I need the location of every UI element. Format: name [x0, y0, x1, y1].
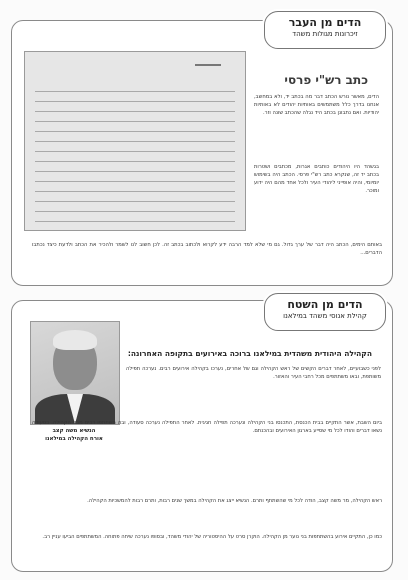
article-title: כתב רש"י פרסי — [284, 73, 368, 87]
badge-title: הדים מן השטח — [287, 298, 363, 311]
article-heading: הקהילה היהודית משהדית במילאנו ברוכה באירועים בתקופה האחרונה: — [127, 349, 372, 358]
badge-subtitle: זיכרונות מגולות משהד — [292, 30, 358, 38]
badge-subtitle: קהילת אנוסי משהד במילאנו — [283, 312, 367, 320]
photo-caption-line: אורח הקהילה במילאנו — [45, 436, 103, 442]
article-paragraph: בגשהד היו היהודים כותבים אגרות, מכתבים ושטרות בכתב יד זה, שנקרא כתב רש"י פרסי. הכתב היה בשימוש יומיומי, והיה אופייני ליהודי העיר ולכל אחד מהם היה ידוע ומוכר. — [254, 164, 379, 194]
article-paragraph: באותם הימים, הכתב היה דבר של ערך גדול. גם מי שלא למד הרבה ידע לקרוא ולכתוב בכתב זה. לכן חשוב לנו לשמר ולהכיר את הכתב ולדעת כיצד נכתבו הדברים... — [32, 242, 382, 256]
photo-caption-line: הנשיא משה קצב — [52, 428, 96, 434]
article-paragraph: לפני כשבועיים, לאחר דברים הקשים של ראש הקהילה וגם של אחרים, נערכו בקהילה אירועים רבים. נערכה תפילה משותפת, ובאו משתתפים מכל רחבי העיר והאזור. — [126, 366, 381, 380]
article-paragraph: ראש הקהילה, מר משה קצב, הודה לכל מי שהשתתף ותרם. הנשיא ייצג את הקהילה במשך שנים רבות, ותרם רבות להמשכיות הקהילה. — [87, 498, 382, 504]
section-badge-past — [264, 11, 386, 49]
section-badge-field — [264, 293, 386, 331]
portrait-photo — [30, 321, 120, 425]
article-paragraph: כמו כן, התקיים אירוע בהשתתפות בני נוער מן הקהילה. הוקרן סרט על ההיסטוריה של יהודי משהד, ובסופו נערכה שיחה פתוחה. המשתתפים הביעו עניין רב. — [42, 534, 382, 540]
article-paragraph: הדים, מאשר נורש הכתב דבר מה בכתב יד, ולא במחשב, אנחנו בדרך כלל משתמשים באותיות יהודים לא באותיות יהודיות. ואם נתבונן בכתב היד נגלה שהכתב שונה וזר. — [254, 94, 379, 116]
article-panel-field — [11, 300, 393, 572]
article-panel-past — [11, 16, 393, 286]
badge-title: הדים מן העבר — [288, 16, 362, 29]
handwritten-document-image — [24, 51, 246, 231]
article-paragraph: ביום השבת, אשר התקיים בבית הכנסת, התכנסו בני הקהילה ונערכה תפילה חגיגית. לאחר התפילה נערכה סעודה, ובה השתתפו רבים מבני הקהילה. בסעודה נשאו דברים והודו לכל מי שסייע בארגון האירועים ובהכנתם. — [32, 420, 382, 434]
